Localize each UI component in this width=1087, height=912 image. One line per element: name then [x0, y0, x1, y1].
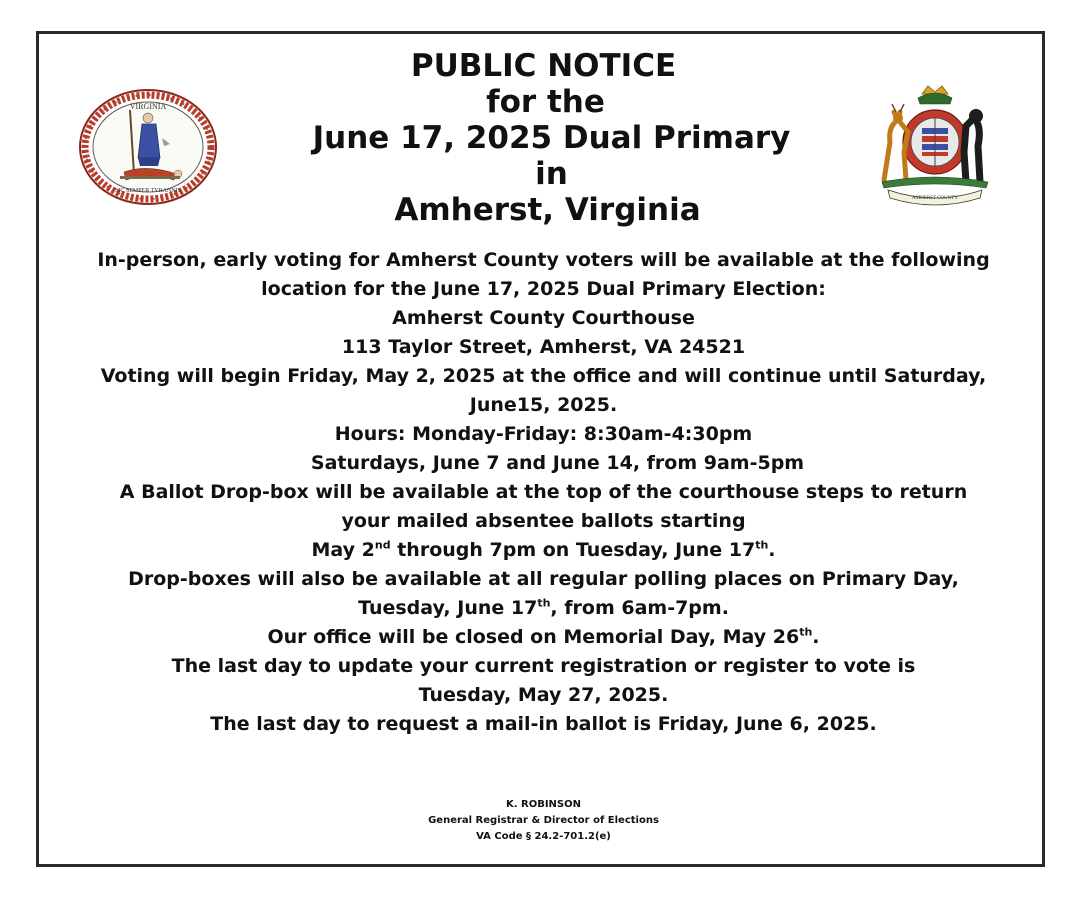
seal-virginia-text: VIRGINIA [129, 102, 167, 111]
body-line-1: In-person, early voting for Amherst County voters will be available at the following [97, 249, 990, 271]
body-line-11-part-b: through 7pm on Tuesday, June 17 [390, 539, 756, 561]
signature-name: K. ROBINSON [505, 799, 581, 810]
notice-title-line-1: PUBLIC NOTICE [410, 48, 677, 84]
notice-title-line-2: for the [486, 84, 605, 120]
body-line-7: Hours: Monday-Friday: 8:30am-4:30pm [334, 423, 753, 445]
signature-code: VA Code § 24.2-701.2(e) [476, 831, 611, 842]
body-line-6: June15, 2025. [469, 394, 618, 416]
notice-title-line-4: in [535, 156, 568, 192]
body-line-14-part-a: Our office will be closed on Memorial Day, May 26 [267, 626, 800, 648]
body-line-14 [0, 625, 1087, 649]
body-line-8: Saturdays, June 7 and June 14, from 9am-5pm [310, 452, 805, 474]
body-line-15: The last day to update your current registration or register to vote is [171, 655, 916, 677]
body-line-11-sup-b: th [755, 538, 769, 552]
body-line-13-part-a: Tuesday, June 17 [358, 597, 538, 619]
body-line-13-part-b: , from 6am-7pm. [550, 597, 729, 619]
body-line-4: 113 Taylor Street, Amherst, VA 24521 [341, 336, 746, 358]
seal-motto-text: SIC SEMPER TYRANNIS [115, 188, 181, 194]
body-line-13-sup-a: th [537, 596, 551, 610]
body-line-5: Voting will begin Friday, May 2, 2025 at the office and will continue until Saturday, [100, 365, 987, 387]
body-line-17: The last day to request a mail-in ballot is Friday, June 6, 2025. [210, 713, 877, 735]
body-line-16: Tuesday, May 27, 2025. [418, 684, 669, 706]
body-line-11 [0, 538, 1087, 562]
body-line-3: Amherst County Courthouse [392, 307, 695, 329]
body-line-10: your mailed absentee ballots starting [341, 510, 746, 532]
seal-amherst-motto-text: AMHERST COUNTY [912, 196, 958, 201]
body-line-12: Drop-boxes will also be available at all regular polling places on Primary Day, [128, 568, 959, 590]
body-line-14-part-b: . [812, 626, 820, 648]
body-line-11-sup-a: nd [374, 538, 391, 552]
body-line-11-part-c: . [768, 539, 776, 561]
body-line-2: location for the June 17, 2025 Dual Primary Election: [261, 278, 826, 300]
notice-title-line-3: June 17, 2025 Dual Primary [312, 120, 791, 156]
signature-title: General Registrar & Director of Elections [428, 815, 659, 826]
body-line-14-sup-a: th [799, 625, 813, 639]
body-line-9: A Ballot Drop-box will be available at the top of the courthouse steps to return [119, 481, 968, 503]
body-line-11-part-a: May 2 [311, 539, 375, 561]
body-line-13 [0, 596, 1087, 620]
notice-title-line-5: Amherst, Virginia [394, 192, 701, 228]
